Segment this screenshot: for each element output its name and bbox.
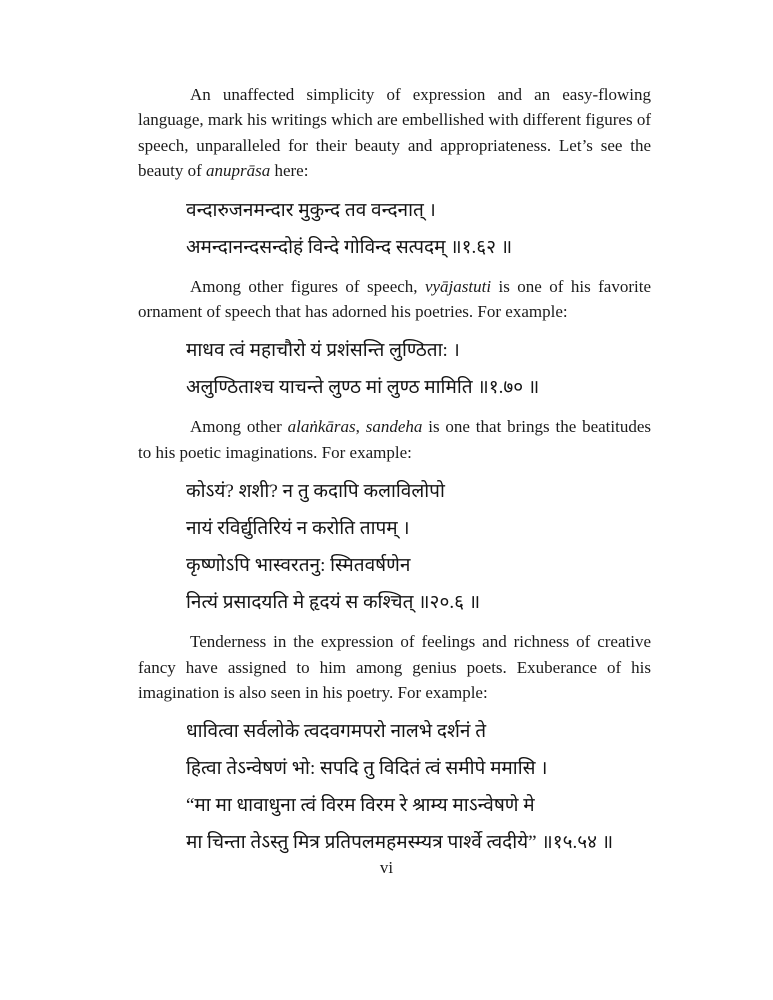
verse-line: अलुण्ठिताश्च याचन्ते लुण्ठ मां लुण्ठ मामिति ॥१.७० ॥ — [186, 377, 540, 399]
paragraph-text: is one that brings the beatitudes to his poetic imaginations. For example: — [138, 417, 651, 462]
paragraph-text: , — [355, 417, 366, 437]
italic-term-anuprasa: anuprāsa — [205, 161, 271, 181]
sanskrit-verse-4 — [138, 713, 651, 861]
paragraph-tenderness — [138, 629, 651, 705]
sanskrit-verse-3 — [138, 473, 651, 621]
verse-line: कृष्णोऽपि भास्वरतनु: स्मितवर्षणेन — [186, 555, 411, 577]
paragraph-text: Among other — [190, 417, 288, 437]
sanskrit-verse-2 — [138, 332, 651, 406]
verse-line: धावित्वा सर्वलोके त्वदवगमपरो नालभे दर्शनं ते — [186, 721, 487, 743]
page-content — [138, 82, 651, 869]
sanskrit-verse-1 — [138, 192, 651, 266]
verse-line: मा चिन्ता तेऽस्तु मित्र प्रतिपलमहमस्म्यत्र पार्श्वे त्वदीये” ॥१५.५४ ॥ — [186, 832, 614, 854]
paragraph-text: Tenderness in the expression of feelings and richness of creative fancy have assigned to him among genius poets. Exuberance of his imagination is also seen in his poetry. For example: — [138, 632, 651, 703]
italic-term-vyajastuti: vyājastuti — [424, 276, 492, 296]
paragraph-sandeha — [138, 414, 651, 465]
paragraph-vyajastuti — [138, 274, 651, 325]
italic-term-sandeha: sandeha — [365, 417, 423, 437]
verse-line: “मा मा धावाधुना त्वं विरम विरम रे श्राम्य माऽन्वेषणे मे — [186, 795, 535, 817]
verse-line: नायं रविर्द्युतिरियं न करोति तापम् । — [186, 518, 410, 540]
verse-line: अमन्दानन्दसन्दोहं विन्दे गोविन्द सत्पदम् ॥१.६२ ॥ — [186, 236, 513, 258]
paragraph-intro — [138, 82, 651, 184]
verse-line: वन्दारुजनमन्दार मुकुन्द तव वन्दनात् । — [186, 199, 436, 221]
verse-line: नित्यं प्रसादयति मे हृदयं स कश्चित् ॥२०.६ ॥ — [186, 592, 481, 614]
verse-line: कोऽयं? शशी? न तु कदापि कलाविलोपो — [186, 481, 445, 503]
paragraph-text: is one of his favorite ornament of speech that has adorned his poetries. For example: — [138, 276, 651, 322]
italic-term-alankaras: alaṅkāras — [287, 417, 356, 437]
verse-line: माधव त्वं महाचौरो यं प्रशंसन्ति लुण्ठिता: । — [186, 340, 460, 362]
paragraph-text: An unaffected simplicity of expression and an easy-flowing language, mark his writings which are embellished with different figures of speech, unparalleled for their beauty and appropriateness. Let’s see the beauty of — [138, 85, 651, 181]
paragraph-text: Among other figures of speech, — [190, 276, 425, 296]
verse-line: हित्वा तेऽन्वेषणं भो: सपदि तु विदितं त्वं समीपे ममासि । — [186, 758, 548, 780]
page-number: vi — [379, 858, 394, 877]
paragraph-text: here: — [270, 161, 309, 181]
